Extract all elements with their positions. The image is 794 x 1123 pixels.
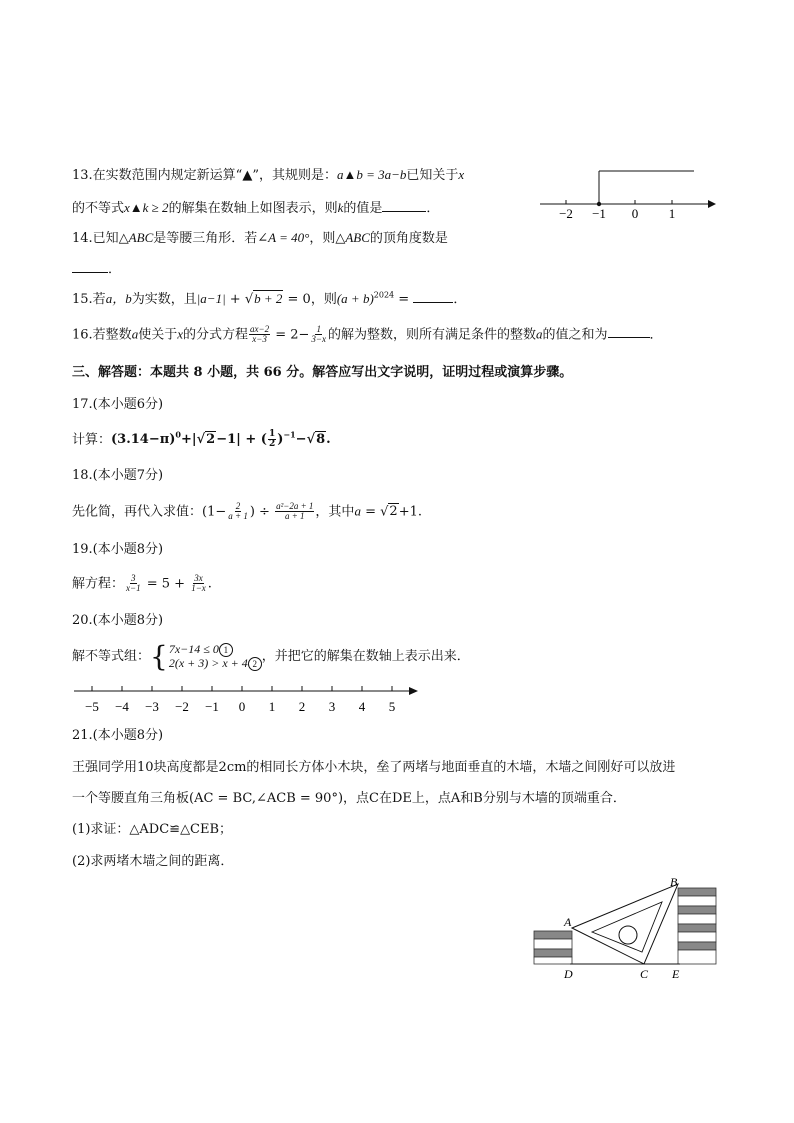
q17-p1: (3.14−π)	[111, 432, 176, 448]
q16-frac1	[249, 325, 270, 345]
q18-eq: =	[360, 504, 381, 520]
q14-text-b: 是等腰三角形．若	[153, 231, 258, 246]
q20-tail: ，并把它的解集在数轴上表示出来．	[261, 649, 470, 665]
q19-head: 19.(本小题8分)	[72, 542, 164, 557]
q13-tick-label: −2	[559, 206, 573, 221]
q14-text-a: 14.已知	[72, 231, 119, 246]
q13-end: ．	[426, 201, 440, 216]
q19-frac1-den: x−1	[126, 583, 141, 594]
q15-vars: a，b	[105, 291, 132, 306]
q20-ineq2: 2(x + 3) > x + 4	[168, 656, 248, 670]
q20-tick-label: −2	[175, 699, 189, 714]
q21-line1: 王强同学用10块高度都是2cm的相同长方体小木块，垒了两堵与地面垂直的木墙，木墙之间刚好可以放进	[72, 760, 676, 775]
q13-answer-blank[interactable]	[382, 199, 426, 212]
q20-ineq2-row	[169, 657, 262, 671]
q15-text-a: 15.若	[72, 292, 106, 307]
q19-label: 解方程：	[72, 576, 125, 592]
q16-end: ．	[649, 327, 663, 343]
q16-eq: = 2−	[271, 327, 310, 343]
q13-text-d: 的解集在数轴上如图表示，则	[168, 201, 338, 216]
q20-tick-label: 2	[298, 699, 306, 714]
q13-ineq: x▲k ≥ 2	[124, 200, 169, 215]
q15-exp: 2024	[373, 290, 395, 300]
q15-expr: (a + b)	[336, 291, 374, 306]
q16-frac2	[310, 325, 327, 345]
q14-tri2: △ABC	[335, 230, 370, 245]
q15-abs: |a−1|	[196, 291, 226, 306]
label-D: D	[564, 967, 573, 981]
q20-tick-label: 4	[358, 699, 366, 714]
q14-text-c: ，则	[309, 231, 336, 246]
q16-var-a: a	[131, 326, 139, 342]
q13-line2	[72, 199, 439, 217]
q17-sqrt2: 2	[206, 432, 216, 448]
q18-frac2-den: a + 1	[284, 511, 305, 522]
q20-tick-label: −5	[85, 699, 99, 714]
q19-eq: = 5 +	[142, 576, 190, 592]
q13-text-b: 已知关于	[406, 168, 459, 183]
q18-head: 18.(本小题7分)	[72, 468, 164, 483]
q13-var-k: k	[337, 200, 344, 215]
q20-ineq1-row	[169, 643, 262, 657]
q16-text-e: 的值之和为	[542, 327, 608, 343]
q13-tick-label: 1	[668, 206, 676, 221]
q14-line1	[72, 230, 448, 247]
q15-eq: =	[394, 292, 414, 307]
q17-half-num: 1	[268, 429, 276, 439]
q20-tick-label: 0	[238, 699, 246, 714]
q19-body	[72, 574, 212, 594]
q17-p4-exp: −1	[283, 430, 296, 441]
set-square-outer	[572, 884, 678, 964]
left-wall	[534, 931, 572, 964]
q20-tick-label: −3	[145, 699, 159, 714]
q19-end: .	[207, 576, 212, 592]
q14-answer-blank[interactable]	[72, 260, 108, 273]
q20-circle-1: 1	[219, 643, 233, 657]
q17-half	[268, 430, 276, 450]
q16-answer-blank[interactable]	[608, 325, 650, 338]
q20-circle-2: 2	[248, 657, 262, 671]
q15-eq0: = 0	[283, 292, 311, 307]
q16-frac2-num: 1	[316, 324, 321, 334]
q13-line1	[72, 167, 464, 184]
q13-tick-label: −1	[592, 206, 606, 221]
q17-p2: +|	[180, 432, 197, 448]
q15-plus: +	[225, 292, 245, 307]
q20-number-line	[72, 680, 424, 716]
q18-frac1-den: a + 1	[228, 511, 248, 522]
q18-end: +1.	[398, 504, 422, 520]
q13-text-a: 13.在实数范围内规定新运算“▲”，其规则是：	[72, 168, 337, 183]
label-E: E	[672, 967, 680, 981]
q18-frac1	[227, 502, 249, 522]
q15-text-b: 为实数，且	[131, 292, 197, 307]
q16-var-x: x	[177, 326, 183, 342]
q17-p5: −	[295, 432, 307, 448]
q20-tick-label: −4	[115, 699, 129, 714]
q20-tick-label: 1	[268, 699, 276, 714]
q16-frac1-num: ax−2	[250, 324, 270, 334]
q17-sqrt8: 8	[316, 432, 326, 448]
q16-text-d: 的解为整数，则所有满足条件的整数	[327, 327, 536, 343]
q13-rule: a▲b = 3a−b	[336, 167, 407, 182]
q13-number-line	[538, 164, 722, 222]
q17-label: 计算：	[72, 432, 112, 448]
q17-head: 17.(本小题6分)	[72, 397, 164, 412]
q20-label: 解不等式组：	[72, 649, 151, 665]
q15-answer-blank[interactable]	[413, 290, 453, 303]
q13-text-e: 的值是	[343, 201, 383, 216]
q13-var-x: x	[458, 167, 465, 182]
q21-head: 21.(本小题8分)	[72, 728, 164, 743]
q18-sqrt2: 2	[389, 504, 398, 520]
q18-frac2-num: a²−2a + 1	[276, 501, 314, 511]
q20-brace: {	[150, 640, 168, 673]
q14-text-d: 的顶角度数是	[369, 231, 448, 246]
q18-label: 先化简，再代入求值：(1−	[72, 504, 227, 520]
q17-p3: −1| + (	[216, 432, 267, 448]
q14-end: ．	[108, 262, 122, 277]
q14-angle: ∠A = 40°	[257, 230, 310, 245]
q14-line2	[72, 260, 121, 278]
label-B: B	[670, 875, 678, 889]
q21-line2: 一个等腰直角三角板(AC = BC,∠ACB = 90°)，点C在DE上，点A和B分别与木墙的顶端重合．	[72, 791, 626, 806]
q17-body: 计算：$(3.14-\pi)^0+|√2-1|$ + ( $\frac{1}{2}$ )$^{-1}$−√8.	[72, 429, 331, 450]
q21-sub1: (1)求证：△ADC≌△CEB；	[72, 822, 233, 837]
q18-body: 先化简，再代入求值：(1− $\frac{2}{a + 1}$ ) ÷ $\frac{\text{a²−2a + 1}}{a + 1}$ ，其中a = √2+1.	[72, 501, 422, 522]
q16-line	[72, 325, 663, 345]
q18-var: a	[354, 503, 361, 519]
q13-tick-label: 0	[631, 206, 639, 221]
q20-tick-label: −1	[205, 699, 219, 714]
q20-ineq1: 7x−14 ≤ 0	[168, 642, 219, 656]
q16-text-a: 16.若整数	[72, 327, 132, 343]
set-square-hole	[619, 926, 637, 944]
q16-var-a2: a	[536, 326, 543, 342]
q15-text-c: ，则	[310, 292, 337, 307]
q19-frac2-num: 3x	[194, 573, 203, 583]
label-A: A	[564, 915, 572, 929]
q17-half-den: 2	[268, 439, 276, 450]
q16-text-b: 使关于	[138, 327, 178, 343]
q19-frac2	[190, 574, 207, 594]
q19-frac1-num: 3	[131, 573, 136, 583]
q20-head: 20.(本小题8分)	[72, 613, 164, 628]
q20-body	[72, 640, 470, 673]
label-C: C	[640, 967, 649, 981]
q20-tick-label: 3	[328, 699, 336, 714]
q18-mid: ，其中	[315, 504, 355, 520]
q18-div: ) ÷	[249, 504, 275, 520]
q17-p4: )	[277, 432, 284, 448]
q21-figure	[524, 870, 724, 982]
q16-frac1-den: x−3	[252, 334, 267, 345]
q17-end: .	[326, 432, 331, 448]
q15-line: 15.若a，b为实数，且|a−1| + √b + 2 = 0，则$(a + b)^{2024}$ = ．	[72, 290, 467, 307]
q19-frac2-den: 1−x	[191, 583, 206, 594]
q15-end: ．	[453, 292, 467, 307]
q18-frac2	[275, 502, 314, 522]
section-3-heading: 三、解答题：本题共 8 小题，共 66 分。解答应写出文字说明，证明过程或演算步骤。	[72, 365, 573, 380]
q20-system	[150, 640, 262, 673]
q20-tick-label: 5	[388, 699, 396, 714]
q16-text-c: 的分式方程	[182, 327, 248, 343]
q17-p1-exp: 0	[175, 430, 181, 441]
q14-tri: △ABC	[118, 230, 154, 245]
q16-frac2-den: 3−x	[311, 334, 326, 345]
q21-sub2: (2)求两堵木墙之间的距离．	[72, 854, 234, 869]
set-square-inner	[592, 902, 662, 952]
q18-frac1-num: 2	[235, 501, 241, 511]
q13-text-c: 的不等式	[72, 201, 125, 216]
q15-sqrt: b + 2	[254, 291, 283, 306]
right-wall	[678, 888, 716, 964]
q19-frac1	[125, 574, 142, 594]
